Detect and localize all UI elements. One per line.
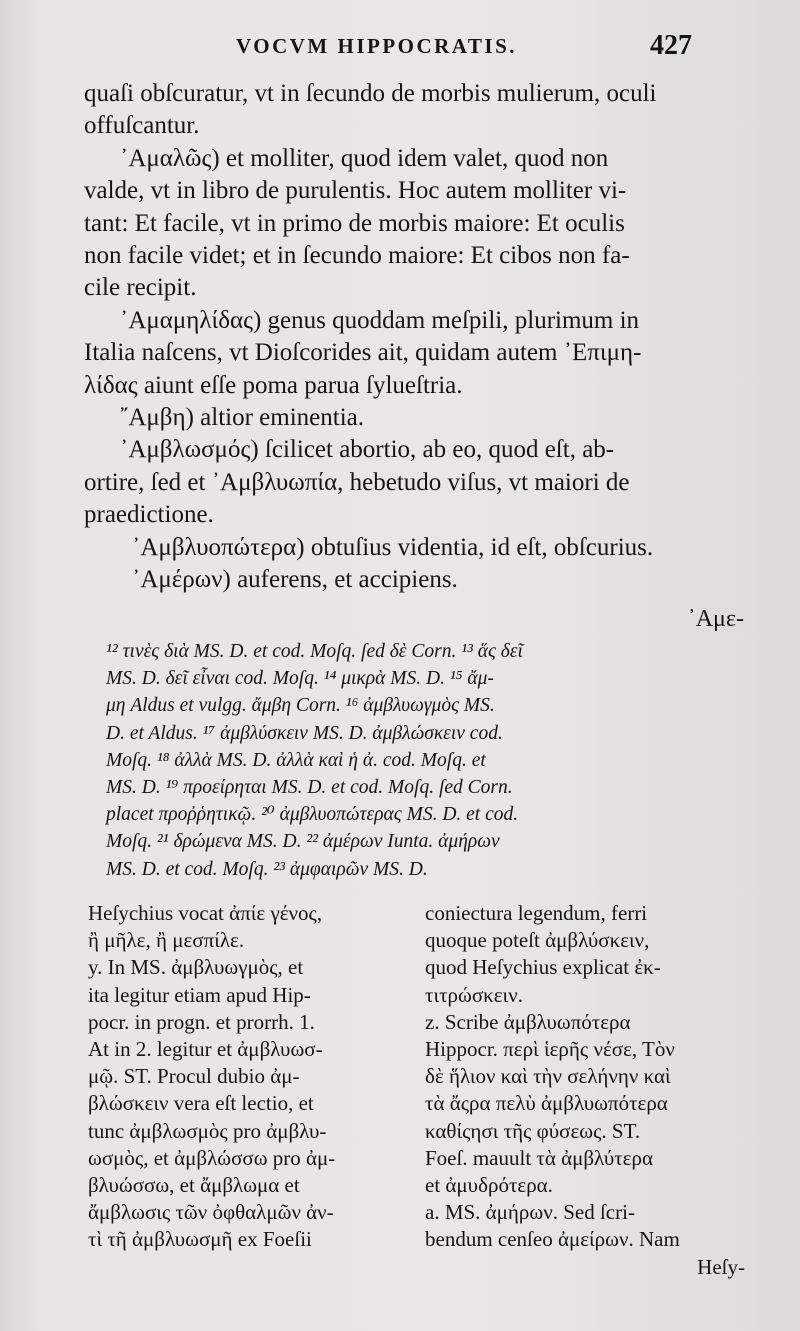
footnote-line: Moſq. ²¹ δρώμενα MS. D. ²² ἀμέρων Iunta. ἀμήρων bbox=[106, 831, 500, 853]
note-line: Hippocr. περὶ ἱερῆς νέσε, Τὸν bbox=[425, 1037, 675, 1062]
note-line: a. MS. ἀμήρων. Sed ſcri- bbox=[425, 1200, 635, 1225]
note-line: ἄμβλωσις τῶν ὀφθαλμῶν ἀν- bbox=[88, 1200, 334, 1225]
note-line: quod Heſychius explicat ἐκ- bbox=[425, 955, 661, 980]
running-head bbox=[0, 26, 800, 66]
entry-ameron: ᾿Αμέρων) auferens, et accipiens. bbox=[132, 566, 458, 594]
main-text bbox=[84, 78, 744, 635]
entry-amblosmos: ᾿Αμβλωσμός) ſcilicet abortio, ab eo, quod eſt, ab- bbox=[120, 436, 615, 464]
main-line: praedictione. bbox=[84, 501, 214, 529]
footnote-line: μη Aldus et vulgg. ἄμβη Corn. ¹⁶ ἀμβλυωγμὸς MS. bbox=[106, 695, 495, 717]
notes-right-column bbox=[425, 900, 745, 1281]
main-line: offuſcantur. bbox=[84, 112, 200, 140]
footnote-line: ¹² τινὲς διὰ MS. D. et cod. Moſq. ſed δὲ Corn. ¹³ ἅς δεῖ bbox=[106, 641, 523, 662]
main-line: tant: Et facile, vt in primo de morbis maiore: Et oculis bbox=[84, 209, 625, 237]
footnote-line: D. et Aldus. ¹⁷ ἀμβλύσκειν MS. D. ἀμβλώσκειν cod. bbox=[106, 722, 503, 744]
footnote-line: Moſq. ¹⁸ ἀλλὰ MS. D. ἀλλὰ καὶ ἡ ἀ. cod. Moſq. et bbox=[106, 749, 486, 771]
note-line: et ἀμυδρότερα. bbox=[425, 1173, 553, 1198]
note-line: ita legitur etiam apud Hip- bbox=[88, 982, 311, 1007]
note-line: βλώσκειν vera eſt lectio, et bbox=[88, 1091, 314, 1116]
main-line: ortire, ſed et ᾿Αμβλυωπία, hebetudo viſus, vt maiori de bbox=[84, 468, 630, 496]
note-line: ἢ μῆλε, ἢ μεσπίλε. bbox=[88, 928, 245, 953]
note-line: βλυώσσω, et ἄμβλωμα et bbox=[88, 1173, 300, 1198]
note-line: y. In MS. ἀμβλυωγμὸς, et bbox=[88, 955, 304, 980]
note-line: τὶ τῆ ἀμβλυωσμῆ ex Foeſii bbox=[88, 1227, 312, 1252]
note-line: tunc ἀμβλωσμὸς pro ἀμβλυ- bbox=[88, 1118, 327, 1143]
footnote-line: MS. D. et cod. Moſq. ²³ ἀμφαιρῶν MS. D. bbox=[106, 858, 428, 880]
footnotes bbox=[106, 638, 746, 883]
page-number: 427 bbox=[650, 30, 692, 61]
main-line: λίδας aiunt eſſe poma parua ſylueſtria. bbox=[84, 371, 463, 399]
entry-amalos: ᾿Αμαλῶς) et molliter, quod idem valet, quod non bbox=[120, 144, 609, 172]
note-line: coniectura legendum, ferri bbox=[425, 901, 648, 925]
note-line: pocr. in progn. et prorrh. 1. bbox=[88, 1009, 315, 1034]
entry-ambe: ῎Αμβη) altior eminentia. bbox=[120, 404, 364, 432]
note-line: δὲ ἥλιον καὶ τὴν σελήνην καὶ bbox=[425, 1064, 671, 1089]
entry-amamelidas: ᾿Αμαμηλίδας) genus quoddam meſpili, plurimum in bbox=[120, 306, 640, 334]
note-line: τὰ ἄςρα πελὺ ἀμβλυωπότερα bbox=[425, 1091, 668, 1116]
notes-left-column bbox=[88, 900, 406, 1254]
note-line: μῷ. ST. Procul dubio ἀμ- bbox=[88, 1064, 300, 1089]
note-line: At in 2. legitur et ἀμβλυωσ- bbox=[88, 1037, 323, 1062]
main-line: non facile videt; et in ſecundo maiore: Et cibos non fa- bbox=[84, 242, 630, 270]
main-line: Italia naſcens, vt Dioſcorides ait, quidam autem ᾿Επιμη- bbox=[84, 339, 642, 367]
entry-amblyopotera: ᾿Αμβλυοπώτερα) obtuſius videntia, id eſt, obſcurius. bbox=[132, 533, 654, 561]
note-line: quoque poteſt ἀμβλύσκειν, bbox=[425, 928, 650, 953]
footnote-line: MS. D. δεῖ εἶναι cod. Moſq. ¹⁴ μικρὰ MS. D. ¹⁵ ἄμ- bbox=[106, 668, 494, 690]
note-line: τιτρώσκειν. bbox=[425, 982, 523, 1007]
note-line: Heſychius vocat ἀπίε γένος, bbox=[88, 901, 323, 925]
main-line: valde, vt in libro de purulentis. Hoc autem molliter vi- bbox=[84, 177, 627, 205]
note-line: z. Scribe ἀμβλυωπότερα bbox=[425, 1009, 631, 1034]
note-line: Foeſ. mauult τὰ ἀμβλύτερα bbox=[425, 1145, 653, 1170]
main-line: quaſi obſcuratur, vt in ſecundo de morbis mulierum, oculi bbox=[84, 80, 657, 107]
catchword: ᾿Αμε- bbox=[687, 605, 744, 632]
running-title: VOCVM HIPPOCRATIS. bbox=[236, 34, 518, 58]
footnote-line: placet προῤῥητικῷ. ²⁰ ἀμβλυοπώτερας MS. D. et cod. bbox=[106, 804, 519, 826]
footnote-line: MS. D. ¹⁹ προείρηται MS. D. et cod. Moſq. ſed Corn. bbox=[106, 777, 513, 799]
note-line: ωσμὸς, et ἀμβλώσσω pro ἀμ- bbox=[88, 1145, 336, 1170]
note-line: καθίςησι τῆς φύσεως. ST. bbox=[425, 1118, 641, 1143]
note-line: bendum cenſeo ἀμείρων. Nam bbox=[425, 1227, 680, 1252]
main-line: cile recipit. bbox=[84, 274, 197, 302]
note-line: Heſy- bbox=[697, 1254, 745, 1279]
